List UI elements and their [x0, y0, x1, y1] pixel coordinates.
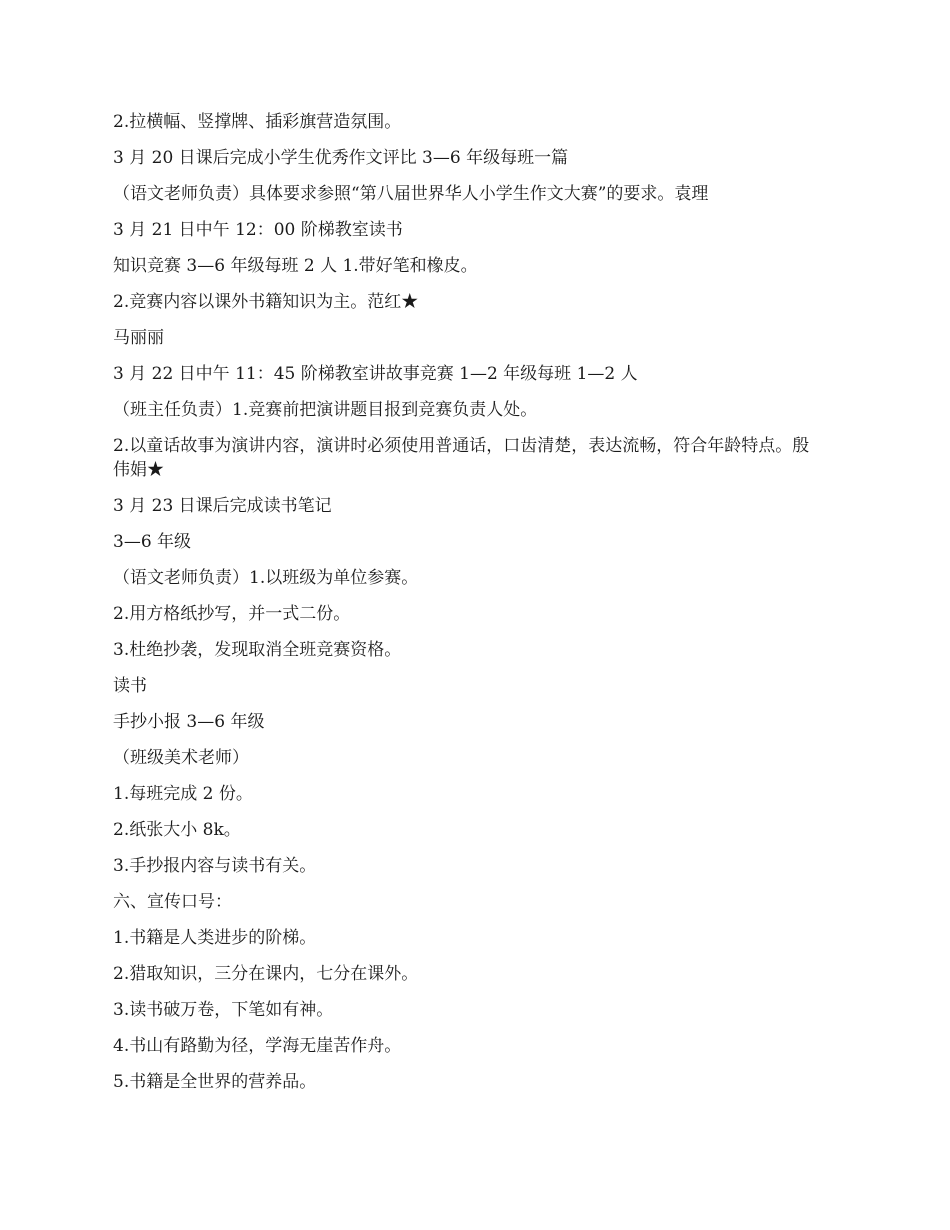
- text-line: 读书: [113, 676, 147, 696]
- text-line: 1.每班完成 2 份。: [113, 784, 253, 804]
- text-line: 2.竞赛内容以课外书籍知识为主。范红★: [113, 292, 419, 312]
- text-line: 马丽丽: [113, 328, 164, 348]
- slogan-item: 2.猎取知识，三分在课内，七分在课外。: [113, 964, 419, 984]
- text-line: （语文老师负责）具体要求参照“第八届世界华人小学生作文大赛”的要求。袁理: [113, 184, 709, 204]
- text-line: 知识竞赛 3—6 年级每班 2 人 1.带好笔和橡皮。: [113, 256, 478, 276]
- text-line: 3—6 年级: [113, 532, 192, 552]
- text-line: 3.杜绝抄袭，发现取消全班竞赛资格。: [113, 640, 402, 660]
- text-line: 3.手抄报内容与读书有关。: [113, 856, 317, 876]
- text-line: （班级美术老师）: [113, 748, 249, 768]
- document-body: [113, 110, 833, 1106]
- section-heading: 六、宣传口号：: [113, 892, 232, 912]
- text-line: 3 月 21 日中午 12：00 阶梯教室读书: [113, 220, 403, 240]
- slogan-item: 5.书籍是全世界的营养品。: [113, 1072, 317, 1092]
- slogan-item: 3.读书破万卷，下笔如有神。: [113, 1000, 334, 1020]
- text-line: 2.拉横幅、竖撑牌、插彩旗营造氛围。: [113, 112, 402, 132]
- text-line: 3 月 20 日课后完成小学生优秀作文评比 3—6 年级每班一篇: [113, 148, 569, 168]
- text-line: 2.用方格纸抄写，并一式二份。: [113, 604, 351, 624]
- text-paragraph: 2.以童话故事为演讲内容，演讲时必须使用普通话，口齿清楚，表达流畅，符合年龄特点。殷伟娟★: [113, 436, 810, 480]
- slogan-item: 4.书山有路勤为径，学海无崖苦作舟。: [113, 1036, 402, 1056]
- text-line: （语文老师负责）1.以班级为单位参赛。: [113, 568, 419, 588]
- text-line: 3 月 23 日课后完成读书笔记: [113, 496, 332, 516]
- text-line: 手抄小报 3—6 年级: [113, 712, 265, 732]
- text-line: （班主任负责）1.竞赛前把演讲题目报到竞赛负责人处。: [113, 400, 538, 420]
- text-line: 3 月 22 日中午 11：45 阶梯教室讲故事竞赛 1—2 年级每班 1—2 人: [113, 364, 638, 384]
- text-line: 2.纸张大小 8k。: [113, 820, 241, 840]
- slogan-item: 1.书籍是人类进步的阶梯。: [113, 928, 317, 948]
